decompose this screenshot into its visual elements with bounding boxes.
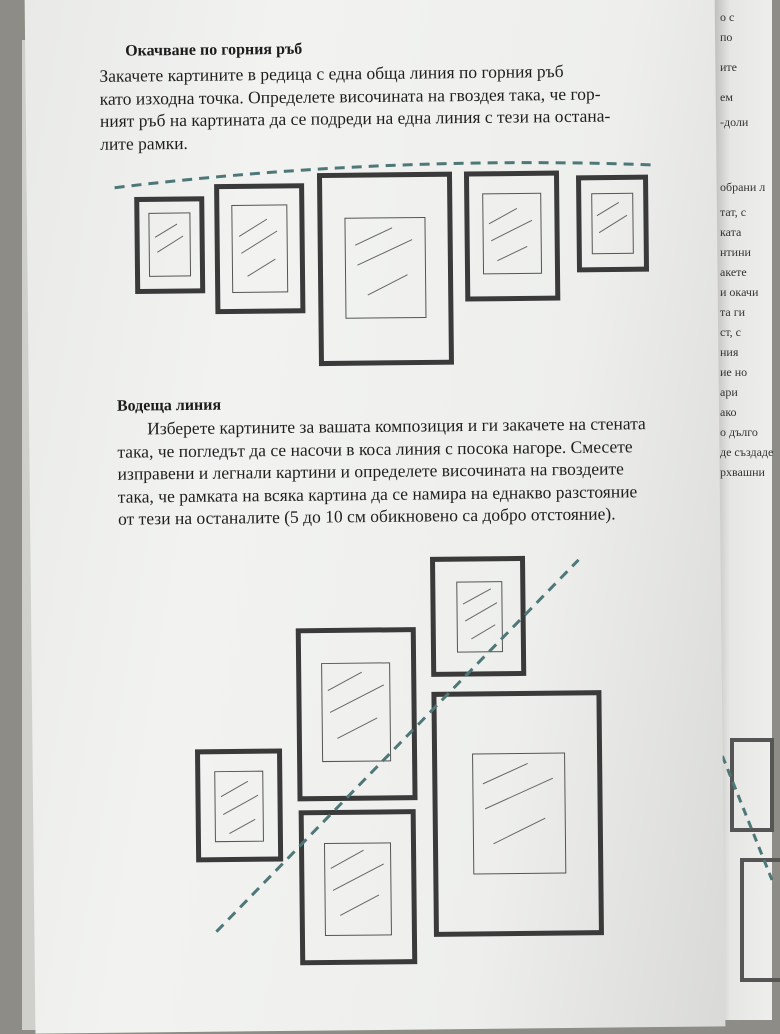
next-page-fragment: о дълго — [720, 425, 758, 439]
framed-picture-icon — [298, 630, 415, 799]
next-page-fragment: нтини — [720, 245, 751, 259]
framed-picture-icon — [301, 812, 415, 963]
next-page-fragment: та ги — [720, 305, 746, 319]
next-page-fragment: -доли — [720, 115, 749, 129]
paragraph-line: Изберете картините за вашата композиция и ги закачете на стената — [147, 413, 646, 439]
next-page-fragment: ст, с — [720, 325, 741, 339]
next-page-fragment: рхвашни — [720, 465, 765, 479]
section-heading-guide-line: Водеща линия — [116, 396, 222, 415]
framed-picture-icon — [433, 558, 524, 674]
paragraph-line: така, че погледът да се насочи в коса линия с посока нагоре. Смесете — [117, 435, 633, 462]
framed-picture-icon — [434, 693, 602, 935]
next-page-fragment: о с — [720, 10, 735, 24]
framed-picture-icon — [198, 751, 281, 860]
section-heading-top-edge: Окачване по горния ръб — [125, 40, 303, 60]
next-page-fragment: ако — [720, 405, 737, 419]
next-page-fragment: обрани л — [720, 180, 766, 194]
dashed-guide-line — [213, 560, 583, 932]
paragraph-line: ният ръб на картината да се подреди на една линия с тези на остана- — [99, 105, 611, 131]
next-page-fragment: де създаде — [720, 445, 774, 459]
next-page-fragment: ите — [720, 60, 737, 74]
next-page-fragment: акете — [720, 265, 747, 279]
next-page-fragment: ката — [720, 225, 742, 239]
paragraph-line: от тези на останалите (5 до 10 см обикновено са добро отстояние). — [117, 503, 616, 529]
paragraph-line: лите рамки. — [100, 132, 188, 154]
next-page-fragment: ари — [720, 385, 738, 399]
next-page-fragment: ие но — [720, 365, 748, 379]
next-page-fragment: по — [720, 30, 733, 44]
paragraph-line: така, че рамката на всяка картина да се намира на еднакво разстояние — [117, 480, 638, 507]
next-page-fragment: и окачи — [720, 285, 759, 299]
paragraph-line: Закачете картините в редица с една обща линия по горния ръб — [99, 61, 564, 86]
next-page-fragment: тат, с — [720, 205, 747, 219]
illustration-diagonal-guide-line — [25, 0, 726, 1034]
paragraph-line: изправени и легнали картини и определете височината на гвоздеите — [117, 458, 624, 484]
book-page — [25, 0, 726, 1034]
next-page-fragment: ем — [720, 90, 733, 104]
paragraph-line: като изходна точка. Определете височината на гвоздея така, че гор- — [99, 83, 601, 109]
next-page-fragment: ния — [720, 345, 739, 359]
